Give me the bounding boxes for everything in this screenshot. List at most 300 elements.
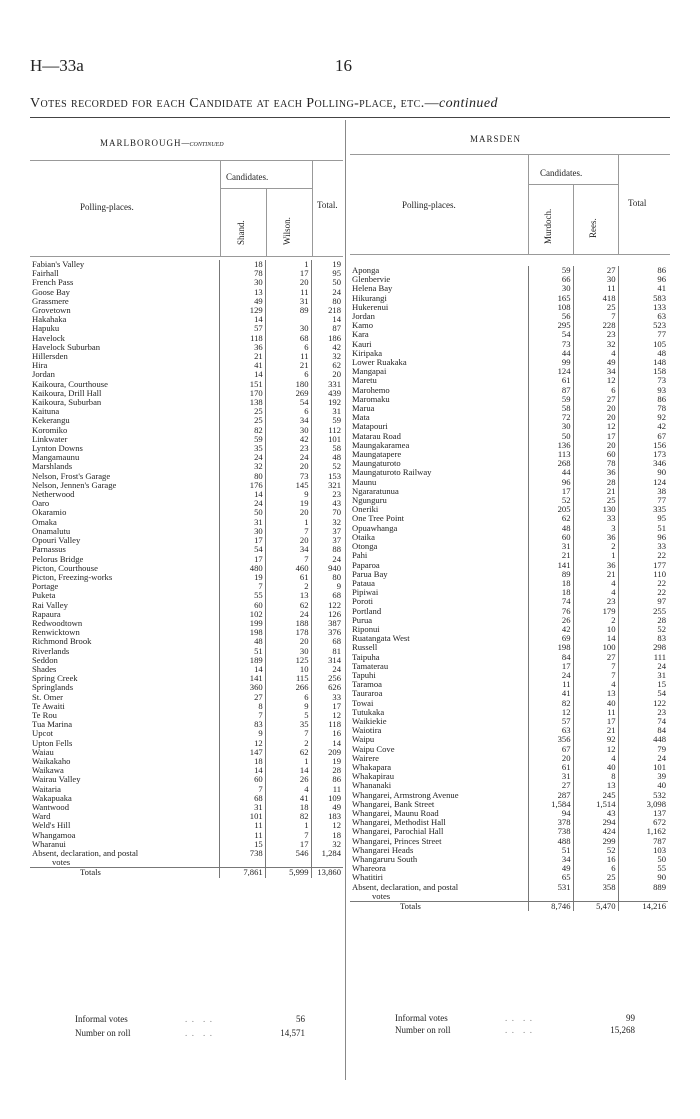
total-votes: 37 — [311, 527, 343, 536]
candidate-2-votes: 7 — [573, 662, 618, 671]
candidate-2-votes: 36 — [573, 533, 618, 542]
total-votes: 93 — [618, 386, 668, 395]
total-votes: 137 — [618, 809, 668, 818]
totals-label: Totals — [30, 868, 219, 878]
candidate-2-votes: 8 — [573, 772, 618, 781]
table-row — [350, 818, 668, 827]
total-votes: 22 — [618, 579, 668, 588]
table-row — [30, 840, 343, 849]
table-row — [30, 444, 343, 453]
total-votes: 314 — [311, 656, 343, 665]
candidate-1-votes: 129 — [219, 306, 265, 315]
table-row — [30, 656, 343, 665]
polling-place-name: Kamo — [352, 321, 374, 331]
candidate-2-votes: 125 — [265, 656, 311, 665]
table-row — [30, 794, 343, 803]
candidate-2-votes: 294 — [573, 818, 618, 827]
totals-row — [350, 902, 668, 912]
table-row — [30, 426, 343, 435]
table-row — [30, 628, 343, 637]
candidate-1-votes: 65 — [528, 873, 573, 882]
total-votes: 19 — [311, 260, 343, 269]
right-col-place: Polling-places. — [402, 200, 456, 210]
polling-place-name: Goose Bay — [32, 287, 70, 297]
title-continued: continued — [439, 96, 498, 111]
left-vline-2 — [266, 188, 267, 256]
table-row — [350, 763, 668, 772]
table-row — [30, 269, 343, 278]
candidate-2-votes: 62 — [265, 748, 311, 757]
candidate-2-votes: 5 — [265, 711, 311, 720]
total-votes: 28 — [618, 616, 668, 625]
polling-place-name: Marshlands — [32, 462, 73, 472]
total-votes: 87 — [311, 324, 343, 333]
polling-place-name: Whananaki — [352, 781, 392, 791]
candidate-2-votes: 9 — [265, 702, 311, 711]
total-votes: 90 — [618, 873, 668, 882]
candidate-2-votes: 2 — [573, 616, 618, 625]
candidate-1-votes: 531 — [528, 883, 573, 892]
candidate-2-votes: 20 — [265, 508, 311, 517]
polling-place-name: Nelson, Jennen's Garage — [32, 480, 117, 490]
left-header-bottom — [30, 256, 343, 257]
total-votes: 22 — [618, 588, 668, 597]
total-votes: 48 — [618, 349, 668, 358]
total-votes: 24 — [311, 555, 343, 564]
candidate-1-votes: 44 — [528, 468, 573, 477]
candidate-1-votes: 66 — [528, 275, 573, 284]
table-row — [30, 748, 343, 757]
table-row — [350, 505, 668, 514]
candidate-1-votes: 59 — [219, 435, 265, 444]
candidate-1-votes: 41 — [528, 689, 573, 698]
table-row — [30, 472, 343, 481]
polling-place-name: Hapuku — [32, 324, 60, 334]
table-row — [350, 551, 668, 560]
page-doc-id: H—33a — [30, 56, 84, 75]
candidate-1-votes: 141 — [219, 674, 265, 683]
polling-place-name: Taipuha — [352, 652, 380, 662]
candidate-1-votes: 12 — [219, 739, 265, 748]
polling-place-name: Pipiwai — [352, 588, 379, 598]
candidate-2-votes: 6 — [573, 864, 618, 873]
polling-place-name: Ngararatunua — [352, 486, 399, 496]
candidate-1-votes: 35 — [219, 444, 265, 453]
left-section — [30, 120, 343, 1080]
candidate-1-votes: 18 — [528, 579, 573, 588]
candidate-2-votes: 145 — [265, 481, 311, 490]
table-row — [30, 766, 343, 775]
table-row — [350, 588, 668, 597]
table-row — [350, 487, 668, 496]
candidate-2-votes: 12 — [573, 422, 618, 431]
candidate-1-votes: 20 — [528, 754, 573, 763]
polling-place-name: Upton Fells — [32, 738, 73, 748]
polling-place-name: Paparoa — [352, 560, 380, 570]
candidate-1-votes: 21 — [219, 352, 265, 361]
candidate-2-votes: 6 — [265, 370, 311, 379]
candidate-1-votes: 360 — [219, 683, 265, 692]
candidate-2-votes: 62 — [265, 601, 311, 610]
total-votes: 111 — [618, 653, 668, 662]
candidate-1-votes: 7 — [219, 582, 265, 591]
table-row — [350, 340, 668, 349]
candidate-2-votes: 13 — [573, 689, 618, 698]
candidate-2-votes: 10 — [265, 665, 311, 674]
right-roll-value: 15,268 — [610, 1025, 635, 1035]
table-row — [350, 284, 668, 293]
table-row — [30, 416, 343, 425]
polling-place-name: Towai — [352, 698, 374, 708]
candidate-1-votes: 30 — [528, 284, 573, 293]
candidate-1-votes: 63 — [528, 726, 573, 735]
polling-place-name: Te Awaiti — [32, 701, 65, 711]
candidate-1-votes: 96 — [528, 478, 573, 487]
polling-place-name: Opouri Valley — [32, 536, 81, 546]
candidate-1-votes: 49 — [528, 864, 573, 873]
total-votes: 77 — [618, 496, 668, 505]
table-row — [30, 564, 343, 573]
left-roll-label: Number on roll — [75, 1028, 131, 1038]
total-votes: 37 — [311, 536, 343, 545]
candidate-1-votes: 57 — [528, 717, 573, 726]
polling-place-name: Maromaku — [352, 394, 390, 404]
total-votes: 62 — [311, 361, 343, 370]
polling-place-name: Tutukaka — [352, 707, 385, 717]
candidate-2-votes: 30 — [573, 275, 618, 284]
polling-place-name: Tauraroa — [352, 689, 383, 699]
left-cand2-header: Wilson. — [282, 217, 292, 245]
candidate-1-votes: 118 — [219, 334, 265, 343]
candidate-1-votes: 147 — [219, 748, 265, 757]
candidate-2-votes: 43 — [573, 809, 618, 818]
total-votes: 17 — [311, 702, 343, 711]
table-row — [350, 662, 668, 671]
table-row — [350, 800, 668, 809]
candidate-2-votes: 130 — [573, 505, 618, 514]
candidate-2-votes: 269 — [265, 389, 311, 398]
candidate-1-votes: 84 — [528, 653, 573, 662]
table-row — [350, 524, 668, 533]
table-row — [30, 693, 343, 702]
total-votes: 52 — [311, 462, 343, 471]
center-divider — [345, 120, 346, 1080]
candidate-2-votes: 115 — [265, 674, 311, 683]
candidate-2-votes: 68 — [265, 334, 311, 343]
polling-place-name: Parnassus — [32, 545, 66, 555]
table-row — [350, 579, 668, 588]
candidate-1-votes: 51 — [219, 647, 265, 656]
candidate-1-votes: 287 — [528, 791, 573, 800]
total-votes: 68 — [311, 637, 343, 646]
polling-place-name: Picton, Freezing-works — [32, 572, 113, 582]
left-informal-row: Informal votes . . . . 56 — [75, 1014, 305, 1024]
table-row — [350, 855, 668, 864]
table-row — [350, 717, 668, 726]
candidate-1-votes: 738 — [528, 827, 573, 836]
table-row — [30, 361, 343, 370]
total-votes: 3,098 — [618, 800, 668, 809]
right-cand2-header: Rees. — [588, 218, 598, 238]
candidate-1-votes: 82 — [528, 699, 573, 708]
right-vline-1 — [528, 154, 529, 254]
right-informal-label: Informal votes — [395, 1013, 448, 1023]
candidate-1-votes: 61 — [528, 376, 573, 385]
polling-place-name: Pelorus Bridge — [32, 554, 84, 564]
candidate-2-votes: 2 — [573, 542, 618, 551]
table-row — [30, 545, 343, 554]
total-votes: 105 — [618, 340, 668, 349]
candidate-2-votes: 16 — [573, 855, 618, 864]
candidate-2-votes: 266 — [265, 683, 311, 692]
candidate-2-votes: 100 — [573, 643, 618, 652]
total-votes: 177 — [618, 561, 668, 570]
candidate-1-votes: 69 — [528, 634, 573, 643]
table-row — [30, 481, 343, 490]
candidate-1-votes: 32 — [219, 462, 265, 471]
polling-place-name: Koromiko — [32, 425, 68, 435]
table-row — [350, 395, 668, 404]
candidate-1-votes: 78 — [219, 269, 265, 278]
total-votes: 31 — [618, 671, 668, 680]
polling-place-name: Waiotira — [352, 726, 382, 736]
candidate-2-votes: 14 — [573, 634, 618, 643]
candidate-1-votes: 480 — [219, 564, 265, 573]
candidate-1-votes: 18 — [219, 260, 265, 269]
polling-place-name: Pahi — [352, 551, 368, 561]
candidate-1-votes: 99 — [528, 358, 573, 367]
total-votes: 124 — [618, 478, 668, 487]
candidate-2-votes: 20 — [265, 278, 311, 287]
candidate-2-votes: 27 — [573, 395, 618, 404]
table-row — [30, 610, 343, 619]
table-row — [30, 619, 343, 628]
table-row — [350, 873, 668, 882]
polling-place-name: Redwoodtown — [32, 618, 83, 628]
candidate-1-votes: 268 — [528, 459, 573, 468]
polling-place-name: Whangarei, Parochial Hall — [352, 827, 444, 837]
table-row — [30, 288, 343, 297]
polling-place-name: Maungakaramea — [352, 440, 410, 450]
candidate-2-votes: 6 — [265, 693, 311, 702]
total-votes: 86 — [618, 395, 668, 404]
candidate-1-votes: 18 — [219, 757, 265, 766]
candidate-2-votes: 4 — [573, 588, 618, 597]
candidate-2-votes: 21 — [573, 726, 618, 735]
polling-place-name: Purua — [352, 615, 373, 625]
polling-place-name: Picton, Courthouse — [32, 563, 98, 573]
total-votes: 59 — [311, 416, 343, 425]
candidate-2-votes: 14 — [265, 766, 311, 775]
polling-place-name: Ward — [32, 812, 51, 822]
polling-place-name: Whangarei, Maunu Road — [352, 808, 439, 818]
polling-place-name: Tua Marina — [32, 720, 73, 730]
total-votes: 81 — [311, 647, 343, 656]
candidate-2-votes: 180 — [265, 380, 311, 389]
total-votes: 133 — [618, 303, 668, 312]
candidate-1-votes: 113 — [528, 450, 573, 459]
candidate-2-votes: 1,514 — [573, 800, 618, 809]
candidate-1-votes: 54 — [219, 545, 265, 554]
candidate-1-votes: 14 — [219, 665, 265, 674]
candidate-1-votes: 48 — [219, 637, 265, 646]
polling-place-name: Netherwood — [32, 490, 75, 500]
total-votes: 33 — [618, 542, 668, 551]
polling-place-name: Whangaruru South — [352, 855, 418, 864]
absent-votes-continuation-row — [350, 892, 668, 902]
candidate-1-votes: 24 — [219, 499, 265, 508]
candidate-2-votes: 25 — [573, 496, 618, 505]
table-row — [350, 321, 668, 330]
total-votes: 1,284 — [311, 849, 343, 858]
total-votes: 110 — [618, 570, 668, 579]
total-votes: 32 — [311, 840, 343, 849]
table-row — [30, 380, 343, 389]
polling-place-name: Wairau Valley — [32, 775, 81, 785]
candidate-1-votes: 170 — [219, 389, 265, 398]
total-votes: 22 — [618, 551, 668, 560]
candidate-2-votes: 34 — [573, 367, 618, 376]
polling-place-name: Te Rou — [32, 710, 57, 720]
candidate-2-votes: 52 — [573, 846, 618, 855]
candidate-2-votes: 31 — [265, 297, 311, 306]
candidate-2-votes: 26 — [265, 775, 311, 784]
table-row — [30, 499, 343, 508]
candidate-2-votes: 17 — [573, 432, 618, 441]
candidate-1-votes: 488 — [528, 837, 573, 846]
polling-place-name: Mangapai — [352, 367, 387, 377]
table-row — [350, 781, 668, 790]
polling-place-name: Russell — [352, 643, 378, 653]
total-votes: 109 — [311, 794, 343, 803]
table-row — [350, 514, 668, 523]
polling-place-name: Oneriki — [352, 505, 379, 515]
total-votes: 63 — [618, 312, 668, 321]
table-row — [30, 315, 343, 324]
candidate-2-votes: 17 — [573, 717, 618, 726]
absent-votes-continuation-row — [30, 858, 343, 868]
polling-place-name: Portage — [32, 582, 59, 592]
candidate-1-votes: 24 — [219, 453, 265, 462]
left-roll-row: Number on roll . . . . 14,571 — [75, 1028, 305, 1038]
table-row — [350, 653, 668, 662]
total-votes: 84 — [618, 726, 668, 735]
candidate-1-votes: 11 — [528, 680, 573, 689]
candidate-2-votes: 7 — [265, 729, 311, 738]
candidate-1-votes: 1,584 — [528, 800, 573, 809]
totals-value: 5,999 — [265, 868, 311, 878]
candidate-2-votes: 21 — [265, 361, 311, 370]
candidate-1-votes: 48 — [528, 524, 573, 533]
polling-place-name: Grassmere — [32, 296, 69, 306]
candidate-2-votes: 2 — [265, 582, 311, 591]
candidate-1-votes: 12 — [528, 708, 573, 717]
polling-place-name: Tamaterau — [352, 661, 389, 671]
candidate-1-votes: 124 — [528, 367, 573, 376]
candidate-2-votes: 3 — [573, 524, 618, 533]
table-row — [30, 711, 343, 720]
table-row — [30, 435, 343, 444]
table-row — [350, 616, 668, 625]
table-row — [350, 827, 668, 836]
candidate-1-votes: 72 — [528, 413, 573, 422]
polling-place-name: Ngunguru — [352, 496, 387, 506]
total-votes: 183 — [311, 812, 343, 821]
total-votes: 40 — [618, 781, 668, 790]
right-header-rule — [350, 154, 670, 155]
candidate-1-votes: 68 — [219, 794, 265, 803]
candidate-2-votes: 460 — [265, 564, 311, 573]
polling-place-name: Portland — [352, 606, 382, 616]
candidate-1-votes: 57 — [219, 324, 265, 333]
candidate-1-votes: 356 — [528, 735, 573, 744]
polling-place-name: Wakapuaka — [32, 793, 72, 803]
candidate-1-votes: 49 — [219, 297, 265, 306]
candidate-2-votes: 4 — [265, 785, 311, 794]
candidate-2-votes: 418 — [573, 294, 618, 303]
candidate-2-votes: 27 — [573, 266, 618, 275]
candidate-1-votes: 50 — [528, 432, 573, 441]
right-cand1-header: Murdoch. — [543, 208, 553, 244]
candidate-2-votes: 23 — [265, 444, 311, 453]
table-row — [30, 683, 343, 692]
polling-place-name: Absent, declaration, and postal — [32, 849, 139, 858]
table-row — [350, 432, 668, 441]
absent-votes-continuation: votes — [52, 858, 71, 868]
candidate-1-votes: 26 — [528, 616, 573, 625]
right-electorate: MARSDEN — [470, 134, 522, 144]
polling-place-name: Waikakaho — [32, 756, 71, 766]
total-votes: 83 — [618, 634, 668, 643]
polling-place-name: Marua — [352, 404, 375, 414]
candidate-2-votes: 6 — [265, 343, 311, 352]
total-votes: 156 — [618, 441, 668, 450]
table-row — [350, 303, 668, 312]
polling-place-name: Parua Bay — [352, 569, 388, 579]
polling-place-name: Fairhall — [32, 269, 59, 279]
polling-place-name: Whangarei Heads — [352, 845, 414, 855]
total-votes: 335 — [618, 505, 668, 514]
table-row — [350, 625, 668, 634]
table-row — [30, 260, 343, 269]
table-row — [350, 441, 668, 450]
polling-place-name: Hira — [32, 361, 48, 371]
table-row — [350, 809, 668, 818]
polling-place-name: Lower Ruakaka — [352, 358, 407, 368]
polling-place-name: Hikurangi — [352, 293, 387, 303]
candidate-2-votes: 358 — [573, 883, 618, 892]
candidate-1-votes: 67 — [528, 745, 573, 754]
candidate-1-votes: 14 — [219, 315, 265, 324]
candidate-2-votes: 19 — [265, 499, 311, 508]
candidate-2-votes: 546 — [265, 849, 311, 858]
candidate-2-votes: 25 — [573, 303, 618, 312]
total-votes: 112 — [311, 426, 343, 435]
total-votes: 23 — [311, 490, 343, 499]
polling-place-name: Rapaura — [32, 609, 61, 619]
candidate-2-votes: 20 — [265, 462, 311, 471]
candidate-1-votes: 30 — [219, 278, 265, 287]
total-votes: 24 — [311, 665, 343, 674]
candidate-1-votes: 198 — [528, 643, 573, 652]
table-row — [30, 591, 343, 600]
table-row — [30, 527, 343, 536]
right-table-wrap — [350, 266, 668, 911]
candidate-1-votes: 17 — [528, 487, 573, 496]
polling-place-name: Wantwood — [32, 802, 70, 812]
table-row — [30, 278, 343, 287]
total-votes: 186 — [311, 334, 343, 343]
